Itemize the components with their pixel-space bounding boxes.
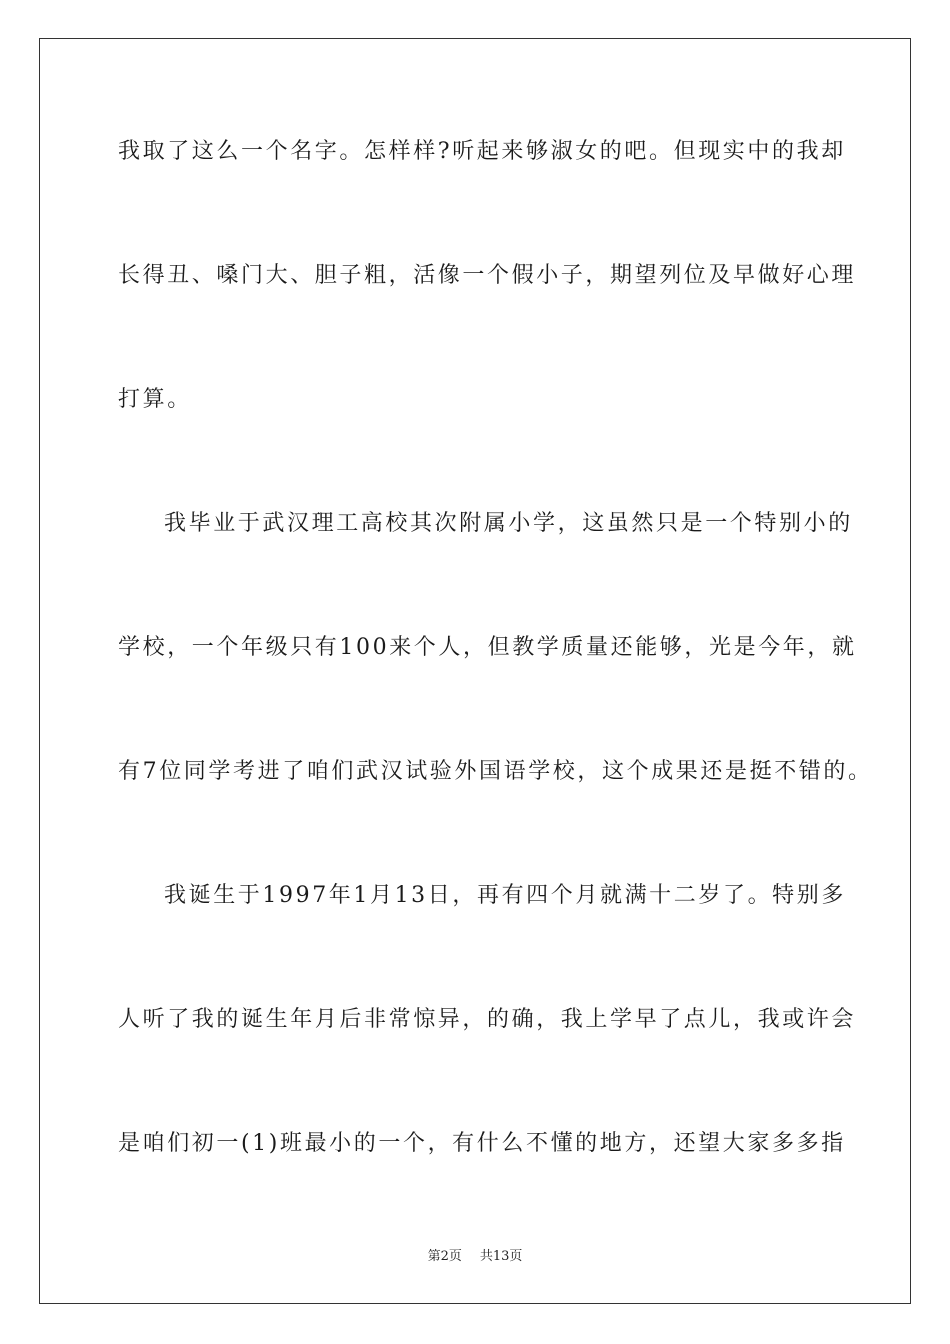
text-line-3: 打算。: [118, 387, 192, 412]
text-line-7: 我诞生于1997年1月13日，再有四个月就满十二岁了。特别多: [164, 883, 846, 908]
page-border: [39, 38, 911, 1304]
text-line-1: 我取了这么一个名字。怎样样?听起来够淑女的吧。但现实中的我却: [118, 139, 846, 164]
page-total: 共13页: [479, 1249, 523, 1264]
page-number: 第2页: [427, 1249, 462, 1264]
page-footer: [0, 1245, 950, 1264]
text-line-9: 是咱们初一(1)班最小的一个，有什么不懂的地方，还望大家多多指: [118, 1131, 846, 1156]
text-line-5: 学校，一个年级只有100来个人，但教学质量还能够，光是今年，就: [118, 635, 857, 660]
text-line-6: 有7位同学考进了咱们武汉试验外国语学校，这个成果还是挺不错的。: [118, 759, 873, 784]
text-line-8: 人听了我的诞生年月后非常惊异，的确，我上学早了点儿，我或许会: [118, 1007, 857, 1032]
text-line-4: 我毕业于武汉理工高校其次附属小学，这虽然只是一个特别小的: [164, 511, 853, 536]
text-line-2: 长得丑、嗓门大、胆子粗，活像一个假小子，期望列位及早做好心理: [118, 263, 857, 288]
